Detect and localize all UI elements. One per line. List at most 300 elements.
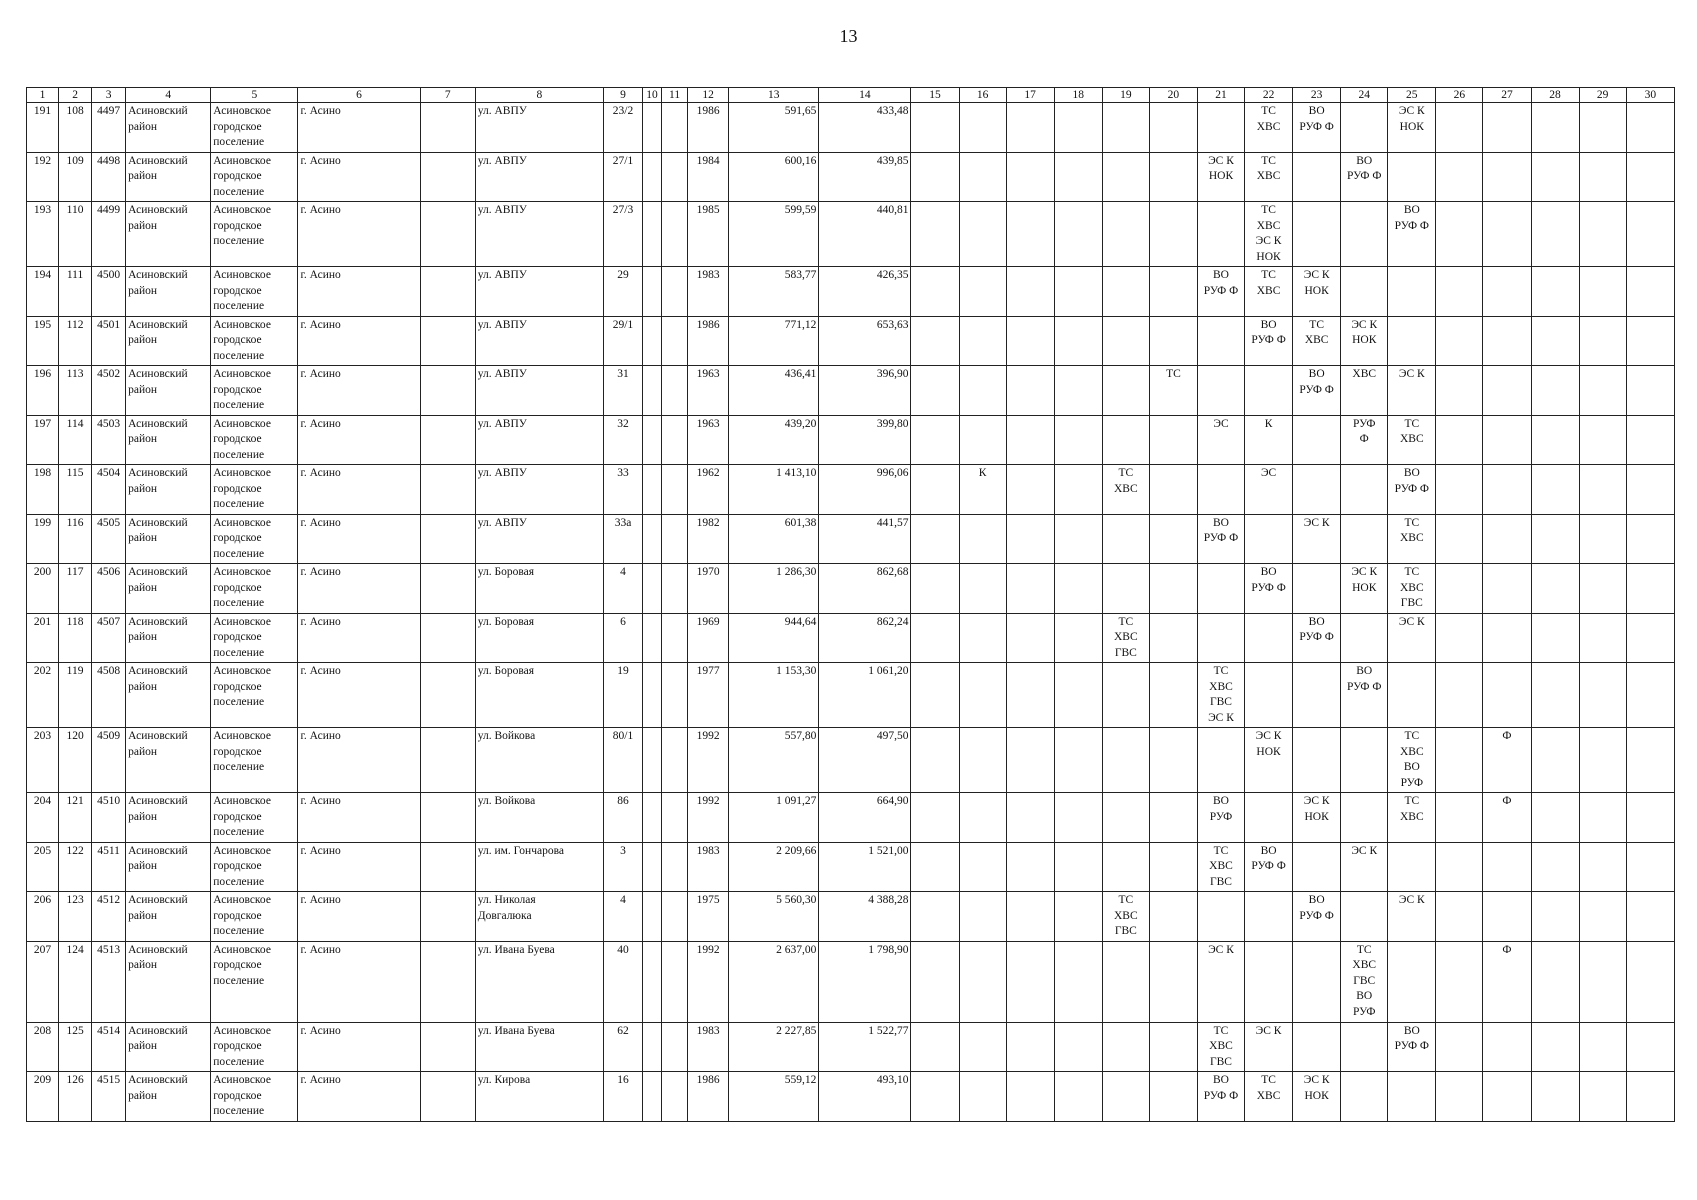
cell-col-21 — [1197, 564, 1244, 614]
cell-col-30 — [1626, 728, 1674, 793]
cell-col-12: 1970 — [688, 564, 729, 614]
cell-col-19 — [1102, 793, 1149, 843]
cell-col-15 — [911, 514, 959, 564]
cell-col-9: 3 — [603, 842, 642, 892]
cell-col-12: 1977 — [688, 663, 729, 728]
cell-col-27 — [1483, 415, 1531, 465]
column-header-16: 16 — [959, 88, 1006, 103]
cell-col-15 — [911, 613, 959, 663]
cell-col-20 — [1149, 892, 1197, 942]
cell-col-25 — [1388, 663, 1436, 728]
cell-col-28 — [1531, 892, 1579, 942]
cell-col-13: 2 227,85 — [729, 1022, 819, 1072]
column-header-20: 20 — [1149, 88, 1197, 103]
cell-col-29 — [1579, 267, 1626, 317]
column-header-26: 26 — [1436, 88, 1483, 103]
cell-col-20 — [1149, 152, 1197, 202]
cell-col-3: 4506 — [92, 564, 126, 614]
cell-col-13: 5 560,30 — [729, 892, 819, 942]
cell-col-22 — [1245, 366, 1293, 416]
cell-col-5: Асиновское городское поселение — [211, 793, 298, 843]
cell-col-24 — [1341, 202, 1388, 267]
cell-col-17 — [1006, 1072, 1054, 1122]
cell-col-6: г. Асино — [298, 514, 420, 564]
cell-col-23: ЭС К НОК — [1293, 1072, 1341, 1122]
cell-col-27 — [1483, 267, 1531, 317]
cell-col-26 — [1436, 103, 1483, 153]
cell-col-11 — [662, 267, 688, 317]
cell-col-23: ТС ХВС — [1293, 316, 1341, 366]
cell-col-19 — [1102, 202, 1149, 267]
table-row — [27, 202, 1675, 267]
cell-col-16 — [959, 366, 1006, 416]
cell-col-30 — [1626, 465, 1674, 515]
cell-col-11 — [662, 316, 688, 366]
cell-col-21: ТС ХВС ГВС — [1197, 842, 1244, 892]
cell-col-15 — [911, 366, 959, 416]
cell-col-27 — [1483, 152, 1531, 202]
cell-col-21: ВО РУФ Ф — [1197, 1072, 1244, 1122]
cell-col-15 — [911, 793, 959, 843]
cell-col-1: 206 — [27, 892, 59, 942]
cell-col-20 — [1149, 564, 1197, 614]
cell-col-19 — [1102, 316, 1149, 366]
cell-col-11 — [662, 613, 688, 663]
cell-col-3: 4497 — [92, 103, 126, 153]
cell-col-19 — [1102, 1022, 1149, 1072]
cell-col-4: Асиновский район — [126, 842, 211, 892]
cell-col-5: Асиновское городское поселение — [211, 564, 298, 614]
cell-col-4: Асиновский район — [126, 1022, 211, 1072]
cell-col-16 — [959, 613, 1006, 663]
cell-col-22 — [1245, 514, 1293, 564]
cell-col-20 — [1149, 941, 1197, 1022]
cell-col-23: ВО РУФ Ф — [1293, 366, 1341, 416]
cell-col-15 — [911, 152, 959, 202]
cell-col-7 — [420, 564, 475, 614]
cell-col-17 — [1006, 316, 1054, 366]
cell-col-25: ТС ХВС ГВС — [1388, 564, 1436, 614]
cell-col-12: 1983 — [688, 842, 729, 892]
cell-col-28 — [1531, 316, 1579, 366]
cell-col-15 — [911, 465, 959, 515]
cell-col-7 — [420, 941, 475, 1022]
cell-col-29 — [1579, 514, 1626, 564]
cell-col-7 — [420, 316, 475, 366]
cell-col-20 — [1149, 103, 1197, 153]
column-header-24: 24 — [1341, 88, 1388, 103]
cell-col-24: ЭС К НОК — [1341, 564, 1388, 614]
cell-col-10 — [643, 663, 662, 728]
cell-col-10 — [643, 152, 662, 202]
cell-col-21 — [1197, 892, 1244, 942]
cell-col-1: 201 — [27, 613, 59, 663]
cell-col-18 — [1054, 267, 1102, 317]
cell-col-22 — [1245, 663, 1293, 728]
cell-col-5: Асиновское городское поселение — [211, 663, 298, 728]
cell-col-15 — [911, 316, 959, 366]
cell-col-3: 4508 — [92, 663, 126, 728]
cell-col-6: г. Асино — [298, 267, 420, 317]
cell-col-11 — [662, 842, 688, 892]
cell-col-30 — [1626, 613, 1674, 663]
cell-col-4: Асиновский район — [126, 465, 211, 515]
cell-col-4: Асиновский район — [126, 892, 211, 942]
cell-col-23 — [1293, 941, 1341, 1022]
cell-col-16 — [959, 564, 1006, 614]
cell-col-6: г. Асино — [298, 793, 420, 843]
cell-col-8: ул. Боровая — [475, 663, 603, 728]
cell-col-8: ул. Ивана Буева — [475, 1022, 603, 1072]
cell-col-11 — [662, 1022, 688, 1072]
cell-col-23 — [1293, 465, 1341, 515]
cell-col-30 — [1626, 941, 1674, 1022]
cell-col-7 — [420, 366, 475, 416]
cell-col-4: Асиновский район — [126, 415, 211, 465]
cell-col-13: 771,12 — [729, 316, 819, 366]
cell-col-1: 196 — [27, 366, 59, 416]
cell-col-4: Асиновский район — [126, 613, 211, 663]
cell-col-8: ул. Ивана Буева — [475, 941, 603, 1022]
cell-col-26 — [1436, 941, 1483, 1022]
cell-col-15 — [911, 892, 959, 942]
cell-col-22: К — [1245, 415, 1293, 465]
cell-col-29 — [1579, 1072, 1626, 1122]
column-header-28: 28 — [1531, 88, 1579, 103]
cell-col-27 — [1483, 1022, 1531, 1072]
column-header-6: 6 — [298, 88, 420, 103]
cell-col-17 — [1006, 202, 1054, 267]
cell-col-11 — [662, 941, 688, 1022]
column-header-1: 1 — [27, 88, 59, 103]
cell-col-20 — [1149, 415, 1197, 465]
cell-col-20 — [1149, 514, 1197, 564]
cell-col-26 — [1436, 892, 1483, 942]
cell-col-20 — [1149, 202, 1197, 267]
cell-col-14: 1 061,20 — [819, 663, 911, 728]
cell-col-2: 108 — [59, 103, 92, 153]
cell-col-23: ВО РУФ Ф — [1293, 103, 1341, 153]
cell-col-14: 4 388,28 — [819, 892, 911, 942]
cell-col-19 — [1102, 663, 1149, 728]
cell-col-9: 29 — [603, 267, 642, 317]
cell-col-22: ВО РУФ Ф — [1245, 564, 1293, 614]
cell-col-13: 583,77 — [729, 267, 819, 317]
cell-col-1: 209 — [27, 1072, 59, 1122]
cell-col-25 — [1388, 842, 1436, 892]
cell-col-22: ТС ХВС — [1245, 267, 1293, 317]
cell-col-18 — [1054, 316, 1102, 366]
cell-col-20 — [1149, 267, 1197, 317]
cell-col-28 — [1531, 465, 1579, 515]
cell-col-7 — [420, 465, 475, 515]
cell-col-28 — [1531, 103, 1579, 153]
cell-col-25: ТС ХВС — [1388, 415, 1436, 465]
cell-col-30 — [1626, 892, 1674, 942]
cell-col-13: 2 209,66 — [729, 842, 819, 892]
column-header-3: 3 — [92, 88, 126, 103]
cell-col-6: г. Асино — [298, 415, 420, 465]
column-header-12: 12 — [688, 88, 729, 103]
cell-col-25 — [1388, 316, 1436, 366]
cell-col-2: 113 — [59, 366, 92, 416]
cell-col-30 — [1626, 202, 1674, 267]
table-row — [27, 941, 1675, 1022]
cell-col-4: Асиновский район — [126, 514, 211, 564]
cell-col-26 — [1436, 152, 1483, 202]
cell-col-19: ТС ХВС — [1102, 465, 1149, 515]
table-row — [27, 663, 1675, 728]
cell-col-10 — [643, 613, 662, 663]
cell-col-4: Асиновский район — [126, 793, 211, 843]
cell-col-15 — [911, 941, 959, 1022]
cell-col-14: 426,35 — [819, 267, 911, 317]
cell-col-7 — [420, 613, 475, 663]
cell-col-20: ТС — [1149, 366, 1197, 416]
cell-col-10 — [643, 103, 662, 153]
cell-col-10 — [643, 1072, 662, 1122]
cell-col-10 — [643, 202, 662, 267]
cell-col-16 — [959, 663, 1006, 728]
cell-col-28 — [1531, 366, 1579, 416]
cell-col-10 — [643, 892, 662, 942]
cell-col-28 — [1531, 152, 1579, 202]
cell-col-6: г. Асино — [298, 892, 420, 942]
cell-col-2: 115 — [59, 465, 92, 515]
cell-col-9: 32 — [603, 415, 642, 465]
cell-col-10 — [643, 316, 662, 366]
cell-col-20 — [1149, 613, 1197, 663]
cell-col-30 — [1626, 663, 1674, 728]
cell-col-15 — [911, 267, 959, 317]
cell-col-13: 1 091,27 — [729, 793, 819, 843]
cell-col-18 — [1054, 728, 1102, 793]
cell-col-18 — [1054, 514, 1102, 564]
cell-col-29 — [1579, 842, 1626, 892]
cell-col-16 — [959, 316, 1006, 366]
cell-col-7 — [420, 842, 475, 892]
cell-col-12: 1982 — [688, 514, 729, 564]
cell-col-24: РУФ Ф — [1341, 415, 1388, 465]
cell-col-21: ВО РУФ Ф — [1197, 514, 1244, 564]
cell-col-20 — [1149, 663, 1197, 728]
cell-col-19 — [1102, 941, 1149, 1022]
cell-col-16 — [959, 103, 1006, 153]
cell-col-12: 1963 — [688, 415, 729, 465]
cell-col-1: 207 — [27, 941, 59, 1022]
cell-col-6: г. Асино — [298, 728, 420, 793]
cell-col-28 — [1531, 728, 1579, 793]
cell-col-16 — [959, 1022, 1006, 1072]
cell-col-10 — [643, 267, 662, 317]
cell-col-27 — [1483, 316, 1531, 366]
cell-col-4: Асиновский район — [126, 366, 211, 416]
cell-col-24 — [1341, 613, 1388, 663]
cell-col-29 — [1579, 1022, 1626, 1072]
cell-col-3: 4510 — [92, 793, 126, 843]
cell-col-27 — [1483, 465, 1531, 515]
cell-col-25: ВО РУФ Ф — [1388, 465, 1436, 515]
cell-col-25 — [1388, 152, 1436, 202]
cell-col-17 — [1006, 842, 1054, 892]
cell-col-13: 944,64 — [729, 613, 819, 663]
cell-col-17 — [1006, 941, 1054, 1022]
cell-col-7 — [420, 1022, 475, 1072]
cell-col-30 — [1626, 793, 1674, 843]
cell-col-28 — [1531, 842, 1579, 892]
cell-col-16 — [959, 793, 1006, 843]
cell-col-3: 4511 — [92, 842, 126, 892]
cell-col-30 — [1626, 415, 1674, 465]
cell-col-5: Асиновское городское поселение — [211, 1022, 298, 1072]
cell-col-18 — [1054, 415, 1102, 465]
cell-col-8: ул. АВПУ — [475, 366, 603, 416]
cell-col-30 — [1626, 1022, 1674, 1072]
cell-col-27: Ф — [1483, 941, 1531, 1022]
cell-col-25 — [1388, 1072, 1436, 1122]
cell-col-23 — [1293, 564, 1341, 614]
cell-col-7 — [420, 152, 475, 202]
cell-col-14: 664,90 — [819, 793, 911, 843]
cell-col-7 — [420, 892, 475, 942]
table-row — [27, 842, 1675, 892]
cell-col-7 — [420, 1072, 475, 1122]
cell-col-27 — [1483, 663, 1531, 728]
cell-col-19 — [1102, 564, 1149, 614]
cell-col-29 — [1579, 941, 1626, 1022]
cell-col-1: 208 — [27, 1022, 59, 1072]
cell-col-2: 110 — [59, 202, 92, 267]
cell-col-3: 4499 — [92, 202, 126, 267]
cell-col-1: 205 — [27, 842, 59, 892]
column-header-4: 4 — [126, 88, 211, 103]
cell-col-25: ВО РУФ Ф — [1388, 202, 1436, 267]
cell-col-17 — [1006, 267, 1054, 317]
cell-col-1: 203 — [27, 728, 59, 793]
cell-col-28 — [1531, 793, 1579, 843]
cell-col-14: 441,57 — [819, 514, 911, 564]
cell-col-29 — [1579, 793, 1626, 843]
cell-col-28 — [1531, 1072, 1579, 1122]
cell-col-6: г. Асино — [298, 842, 420, 892]
cell-col-2: 109 — [59, 152, 92, 202]
cell-col-29 — [1579, 103, 1626, 153]
cell-col-27 — [1483, 564, 1531, 614]
cell-col-20 — [1149, 1022, 1197, 1072]
cell-col-23 — [1293, 152, 1341, 202]
cell-col-6: г. Асино — [298, 1022, 420, 1072]
table-row — [27, 267, 1675, 317]
cell-col-10 — [643, 564, 662, 614]
cell-col-18 — [1054, 663, 1102, 728]
cell-col-12: 1985 — [688, 202, 729, 267]
cell-col-9: 62 — [603, 1022, 642, 1072]
cell-col-9: 33а — [603, 514, 642, 564]
cell-col-15 — [911, 564, 959, 614]
cell-col-11 — [662, 202, 688, 267]
cell-col-17 — [1006, 663, 1054, 728]
cell-col-13: 600,16 — [729, 152, 819, 202]
page-number: 13 — [839, 26, 858, 46]
cell-col-12: 1983 — [688, 267, 729, 317]
cell-col-17 — [1006, 728, 1054, 793]
table-row — [27, 564, 1675, 614]
table-row — [27, 316, 1675, 366]
cell-col-15 — [911, 103, 959, 153]
cell-col-4: Асиновский район — [126, 152, 211, 202]
cell-col-6: г. Асино — [298, 366, 420, 416]
cell-col-6: г. Асино — [298, 941, 420, 1022]
cell-col-3: 4504 — [92, 465, 126, 515]
cell-col-26 — [1436, 202, 1483, 267]
cell-col-17 — [1006, 366, 1054, 416]
cell-col-13: 557,80 — [729, 728, 819, 793]
cell-col-19 — [1102, 842, 1149, 892]
cell-col-16 — [959, 842, 1006, 892]
table-row — [27, 103, 1675, 153]
cell-col-18 — [1054, 202, 1102, 267]
cell-col-27: Ф — [1483, 793, 1531, 843]
column-header-11: 11 — [662, 88, 688, 103]
cell-col-24 — [1341, 514, 1388, 564]
table-row — [27, 514, 1675, 564]
cell-col-8: ул. Николая Довгалюка — [475, 892, 603, 942]
cell-col-19 — [1102, 415, 1149, 465]
cell-col-7 — [420, 728, 475, 793]
cell-col-14: 493,10 — [819, 1072, 911, 1122]
cell-col-9: 19 — [603, 663, 642, 728]
cell-col-21 — [1197, 366, 1244, 416]
cell-col-26 — [1436, 564, 1483, 614]
cell-col-9: 4 — [603, 564, 642, 614]
cell-col-12: 1986 — [688, 103, 729, 153]
cell-col-6: г. Асино — [298, 103, 420, 153]
cell-col-8: ул. АВПУ — [475, 202, 603, 267]
cell-col-30 — [1626, 564, 1674, 614]
cell-col-15 — [911, 728, 959, 793]
cell-col-6: г. Асино — [298, 613, 420, 663]
cell-col-13: 559,12 — [729, 1072, 819, 1122]
cell-col-1: 199 — [27, 514, 59, 564]
cell-col-18 — [1054, 941, 1102, 1022]
cell-col-24: ХВС — [1341, 366, 1388, 416]
cell-col-4: Асиновский район — [126, 267, 211, 317]
cell-col-22: ТС ХВС ЭС К НОК — [1245, 202, 1293, 267]
cell-col-22 — [1245, 613, 1293, 663]
cell-col-17 — [1006, 465, 1054, 515]
cell-col-8: ул. АВПУ — [475, 415, 603, 465]
cell-col-8: ул. АВПУ — [475, 267, 603, 317]
cell-col-5: Асиновское городское поселение — [211, 514, 298, 564]
cell-col-16: К — [959, 465, 1006, 515]
column-header-25: 25 — [1388, 88, 1436, 103]
cell-col-24 — [1341, 793, 1388, 843]
cell-col-1: 200 — [27, 564, 59, 614]
column-header-2: 2 — [59, 88, 92, 103]
cell-col-21: ТС ХВС ГВС ЭС К — [1197, 663, 1244, 728]
cell-col-23 — [1293, 202, 1341, 267]
cell-col-29 — [1579, 663, 1626, 728]
cell-col-4: Асиновский район — [126, 663, 211, 728]
cell-col-3: 4501 — [92, 316, 126, 366]
cell-col-16 — [959, 1072, 1006, 1122]
cell-col-22: ВО РУФ Ф — [1245, 316, 1293, 366]
cell-col-1: 191 — [27, 103, 59, 153]
cell-col-9: 23/2 — [603, 103, 642, 153]
cell-col-8: ул. им. Гончарова — [475, 842, 603, 892]
column-header-27: 27 — [1483, 88, 1531, 103]
cell-col-15 — [911, 663, 959, 728]
